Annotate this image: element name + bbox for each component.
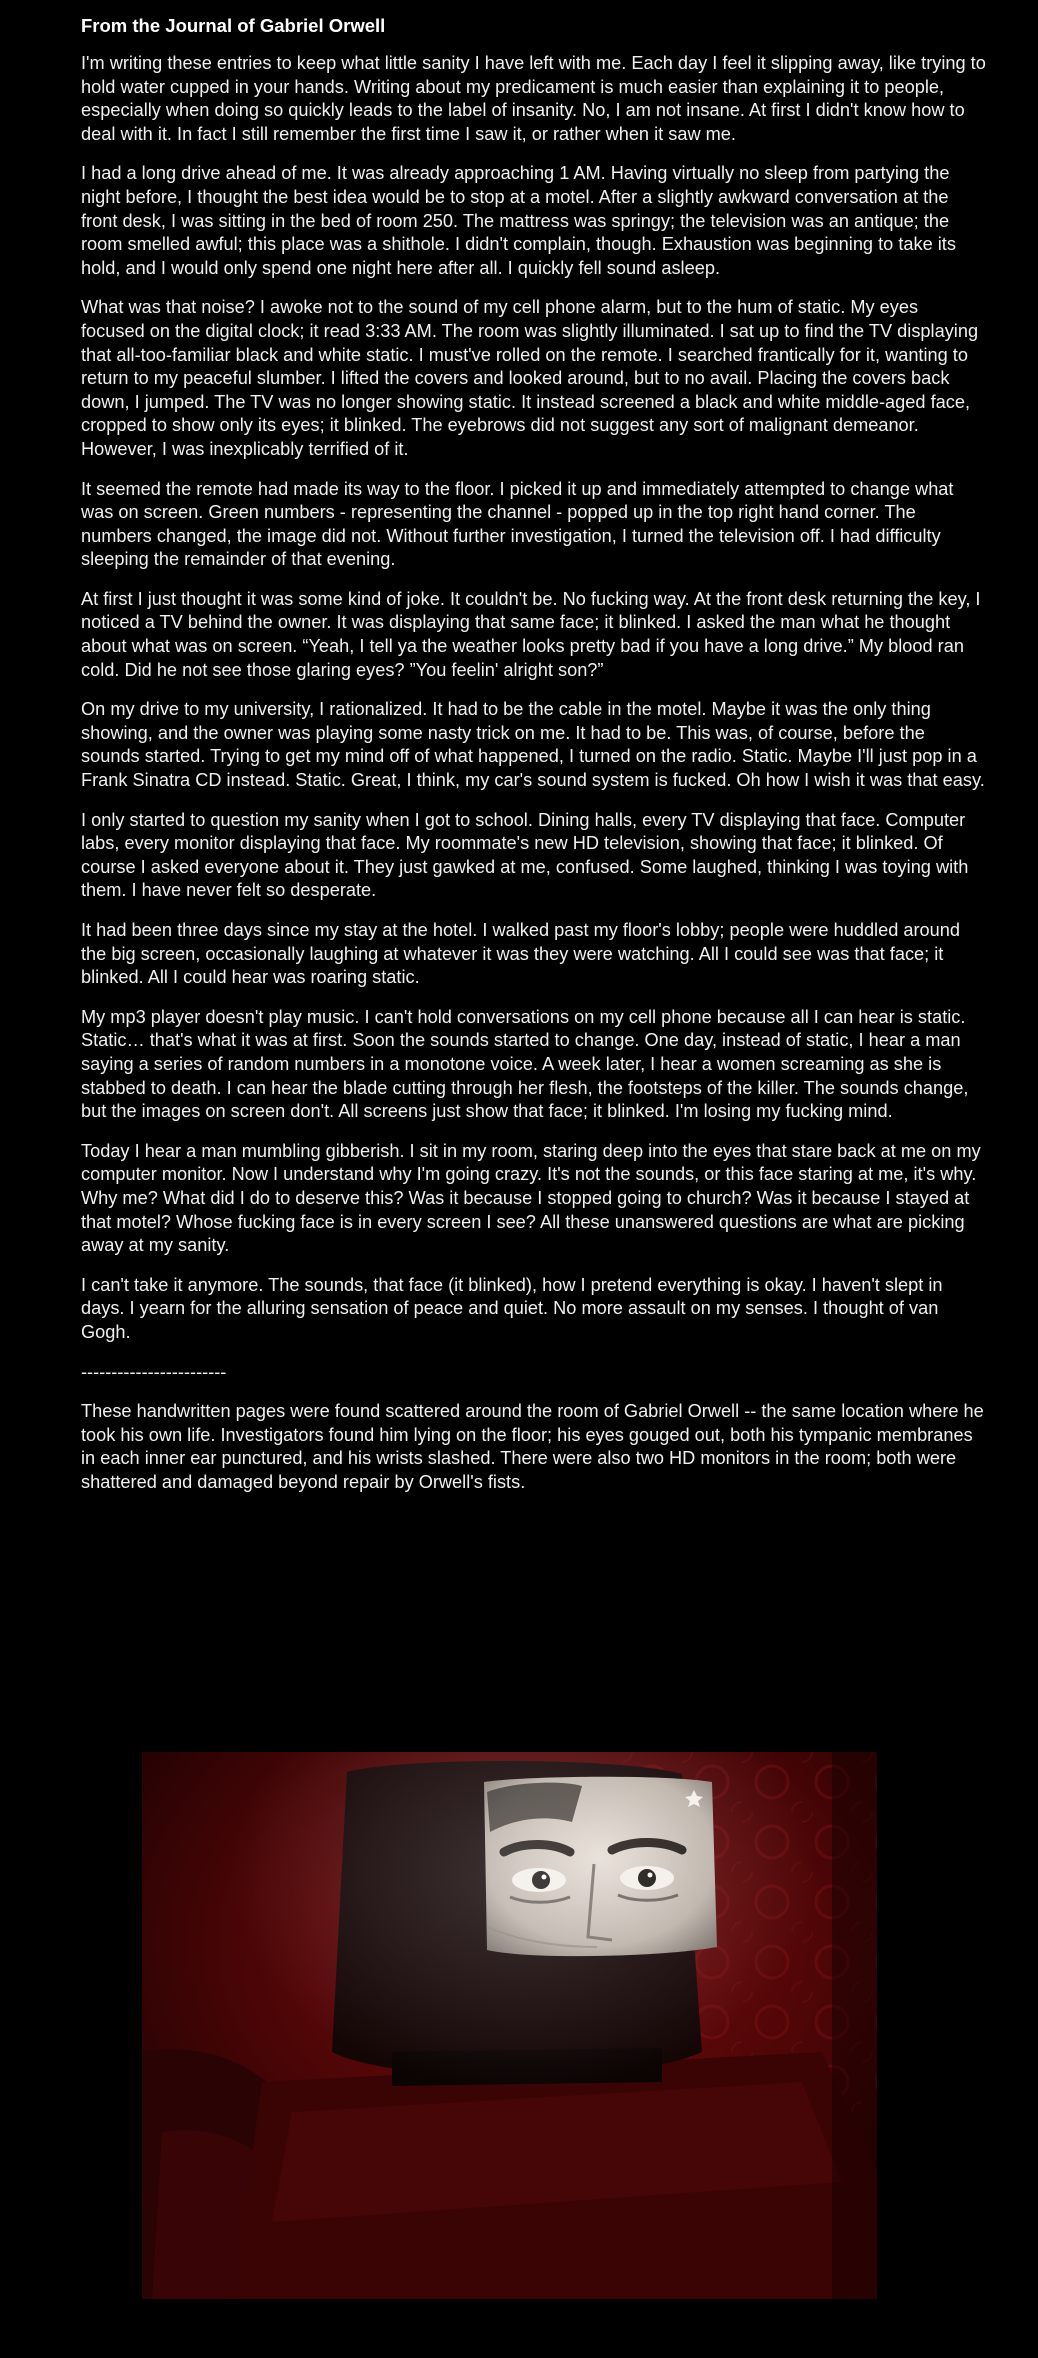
- journal-paragraph-5: At first I just thought it was some kind of joke. It couldn't be. No fucking way. At the front desk returning the key, I noticed a TV behind the owner. It was displaying that same face; it blinked. I asked the man what he thought about what was on screen. “Yeah, I tell ya the weather looks pretty bad if you have a long drive.” My blood ran cold. Did he not see those glaring eyes? ”You feelin' alright son?”: [81, 588, 981, 680]
- journal-paragraph-1: I'm writing these entries to keep what little sanity I have left with me. Each day I feel it slipping away, like trying to hold water cupped in your hands. Writing about my predicament is much easier than explaining it to people, especially when doing so quickly leads to the label of insanity. No, I am not insane. At first I didn't know how to deal with it. In fact I still remember the first time I saw it, or rather when it saw me.: [81, 53, 986, 144]
- journal-paragraph-4: It seemed the remote had made its way to the floor. I picked it up and immediately attempted to change what was on screen. Green numbers - representing the channel - popped up in the top right hand corner. The numbers changed, the image did not. Without further investigation, I turned the television off. I had difficulty sleeping the remainder of that evening.: [81, 478, 954, 570]
- journal-paragraph-7: I only started to question my sanity when I got to school. Dining halls, every TV displaying that face. Computer labs, every monitor displaying that face. My roommate's new HD television, showing that face; it blinked. Of course I asked everyone about it. They just gawked at me, confused. Some laughed, thinking I was toying with them. I have never felt so desperate.: [81, 809, 969, 901]
- article-title: From the Journal of Gabriel Orwell: [81, 15, 386, 36]
- journal-paragraph-9: My mp3 player doesn't play music. I can't hold conversations on my cell phone because all I can hear is static. Static… that's what it was at first. Soon the sounds started to change. One day, instead of static, I hear a man saying a series of random numbers in a monotone voice. A week later, I hear a women screaming as she is stabbed to death. I can hear the blade cutting through her flesh, the footsteps of the killer. The sounds change, but the images on screen don't. All screens just show that face; it blinked. I'm losing my fucking mind.: [81, 1006, 969, 1122]
- journal-paragraph-11: I can't take it anymore. The sounds, that face (it blinked), how I pretend everything is okay. I haven't slept in days. I yearn for the alluring sensation of peace and quiet. No more assault on my senses. I thought of van Gogh.: [81, 1274, 943, 1342]
- journal-article: [81, 14, 986, 1510]
- tv-photo-illustration: [142, 1752, 877, 2299]
- section-separator: ------------------------: [81, 1361, 227, 1382]
- journal-paragraph-3: What was that noise? I awoke not to the sound of my cell phone alarm, but to the hum of static. My eyes focused on the digital clock; it read 3:33 AM. The room was slightly illuminated. I sat up to find the TV displaying that all-too-familiar black and white static. I must've rolled on the remote. I searched frantically for it, wanting to return to my peaceful slumber. I lifted the covers and looked around, but to no avail. Placing the covers back down, I jumped. The TV was no longer showing static. It instead screened a black and white middle-aged face, cropped to show only its eyes; it blinked. The eyebrows did not suggest any sort of malignant demeanor. However, I was inexplicably terrified of it.: [81, 297, 979, 459]
- journal-paragraph-10: Today I hear a man mumbling gibberish. I sit in my room, staring deep into the eyes that stare back at me on my computer monitor. Now I understand why I'm going crazy. It's not the sounds, or this face staring at me, it's why. Why me? What did I do to deserve this? Was it because I stopped going to church? Was it because I stayed at that motel? Whose fucking face is in every screen I see? All these unanswered questions are what are picking away at my sanity.: [81, 1140, 981, 1256]
- journal-paragraph-6: On my drive to my university, I rationalized. It had to be the cable in the motel. Maybe it was the only thing showing, and the owner was playing some nasty trick on me. It had to be. This was, of course, before the sounds started. Trying to get my mind off of what happened, I turned on the radio. Static. Maybe I'll just pop in a Frank Sinatra CD instead. Static. Great, I think, my car's sound system is fucked. Oh how I wish it was that easy.: [81, 699, 985, 791]
- journal-paragraph-8: It had been three days since my stay at the hotel. I walked past my floor's lobby; people were huddled around the big screen, occasionally laughing at whatever it was they were watching. All I could see was that face; it blinked. All I could hear was roaring static.: [81, 920, 961, 988]
- journal-paragraph-2: I had a long drive ahead of me. It was already approaching 1 AM. Having virtually no sleep from partying the night before, I thought the best idea would be to stop at a motel. After a slightly awkward conversation at the front desk, I was sitting in the bed of room 250. The mattress was springy; the television was an antique; the room smelled awful; this place was a shithole. I didn't complain, though. Exhaustion was beginning to take its hold, and I would only spend one night here after all. I quickly fell sound asleep.: [81, 163, 956, 278]
- tv-photo: [142, 1752, 877, 2299]
- postscript-paragraph: These handwritten pages were found scattered around the room of Gabriel Orwell -- the same location where he took his own life. Investigators found him lying on the floor; his eyes gouged out, both his tympanic membranes in each inner ear punctured, and his wrists slashed. There were also two HD monitors in the room; both were shattered and damaged beyond repair by Orwell's fists.: [81, 1401, 984, 1492]
